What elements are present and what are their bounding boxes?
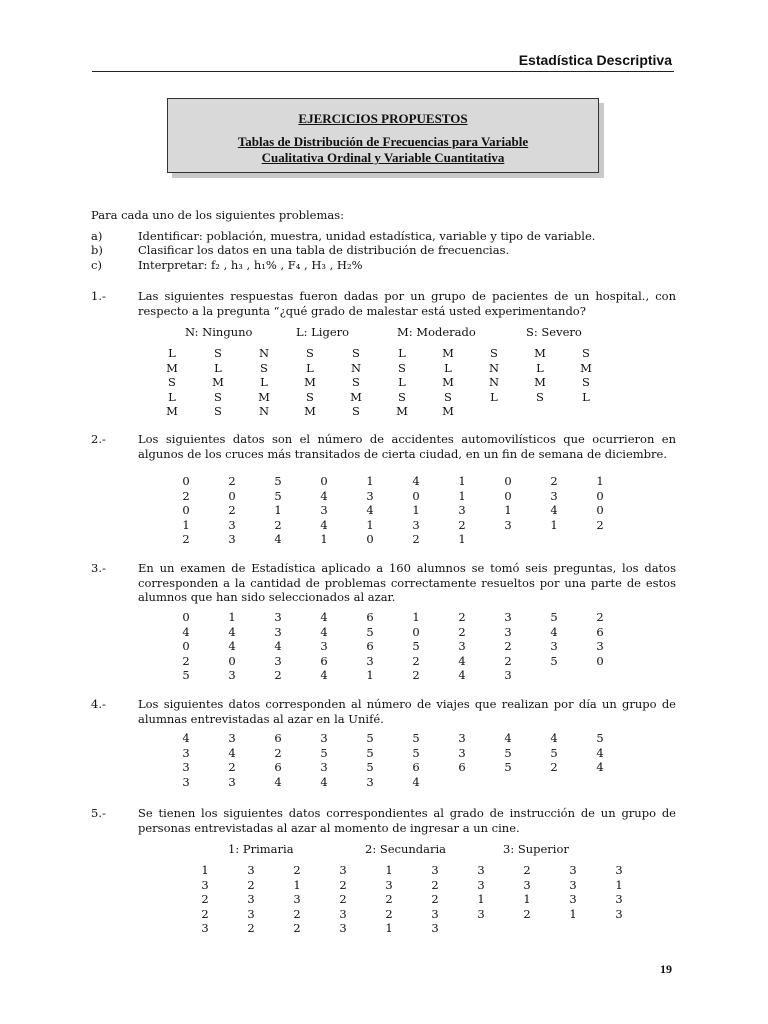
data-cell: 5 [320, 745, 328, 760]
data-cell: 5 [366, 760, 374, 774]
data-cell: 3 [504, 624, 512, 639]
data-cell: L [260, 375, 268, 389]
data-cell [577, 532, 623, 547]
intro-item-c-label: c) [91, 258, 102, 272]
data-cell: 3 [569, 863, 577, 877]
data-cell: 0 [504, 474, 512, 488]
data-cell: 3 [477, 863, 485, 877]
data-cell: 5 [596, 731, 604, 745]
data-cell: S [306, 346, 314, 360]
data-cell: 4 [320, 668, 328, 682]
data-cell: S [490, 346, 498, 360]
data-cell: L [582, 389, 590, 404]
data-cell: 2 [523, 906, 531, 921]
data-cell: 4 [182, 624, 190, 639]
data-cell: 5 [412, 745, 420, 760]
data-cell: 2 [596, 517, 604, 532]
problem-1-legend-l: L: Ligero [296, 325, 350, 339]
data-cell: 1 [293, 877, 301, 892]
data-cell: 2 [274, 517, 282, 532]
data-cell: S [214, 346, 222, 360]
data-cell: L [398, 346, 406, 360]
data-cell: 3 [458, 503, 466, 517]
data-cell: 1 [458, 474, 466, 488]
data-cell: 2 [339, 877, 347, 892]
data-cell: 0 [182, 639, 190, 653]
data-cell: 4 [366, 503, 374, 517]
data-cell: 1 [320, 532, 328, 546]
data-cell: 3 [247, 906, 255, 921]
data-cell [550, 921, 596, 936]
data-cell: 2 [247, 877, 255, 892]
data-cell: M [166, 360, 178, 375]
data-cell: 3 [320, 503, 328, 517]
data-cell: 3 [504, 610, 512, 624]
header-title: Estadística Descriptiva [518, 52, 672, 68]
data-cell: 2 [412, 653, 420, 668]
data-cell: 2 [504, 653, 512, 668]
data-cell: 3 [320, 639, 328, 653]
data-cell: 3 [615, 892, 623, 906]
data-cell [531, 532, 577, 547]
data-cell: 4 [274, 639, 282, 653]
data-cell: 6 [366, 610, 374, 624]
data-cell: 3 [596, 639, 604, 653]
data-cell: 4 [182, 731, 190, 745]
problem-5-data-table [182, 863, 642, 936]
data-cell: 3 [366, 774, 374, 789]
box-subtitle-line1: Tablas de Distribución de Frecuencias para Variable [237, 134, 529, 149]
data-cell: 3 [228, 668, 236, 682]
data-cell [439, 775, 485, 790]
data-cell: M [304, 375, 316, 389]
title-box [167, 98, 599, 173]
data-cell: 3 [182, 745, 190, 760]
data-cell [458, 921, 504, 936]
problem-1-data-table [149, 346, 609, 419]
data-cell: 4 [596, 760, 604, 774]
intro-item-a-text: Identificar: población, muestra, unidad estadística, variable y tipo de variable. [138, 229, 596, 243]
data-cell: 1 [201, 863, 209, 877]
data-cell: 3 [228, 517, 236, 532]
data-cell: 3 [477, 906, 485, 921]
data-cell: N [488, 360, 500, 375]
data-cell: 3 [182, 760, 190, 774]
data-cell: 1 [615, 877, 623, 892]
data-cell: 1 [366, 668, 374, 682]
intro-item-c-text: Interpretar: f₂ , h₃ , h₁% , F₄ , H₃ , H₂% [138, 258, 363, 272]
data-cell [504, 921, 550, 936]
data-cell: 5 [182, 668, 190, 682]
data-cell: 5 [550, 653, 558, 668]
data-cell: 5 [550, 610, 558, 624]
data-cell: S [536, 389, 544, 404]
data-cell: 3 [201, 877, 209, 892]
data-cell: L [536, 360, 544, 375]
problem-3-number: 3.- [91, 561, 106, 575]
data-cell: M [304, 404, 316, 418]
data-cell: N [488, 375, 500, 389]
data-cell: 4 [550, 503, 558, 517]
intro-item-b-label: b) [91, 243, 103, 257]
data-cell: 1 [458, 488, 466, 503]
data-cell: 2 [431, 892, 439, 906]
data-cell: 3 [339, 921, 347, 935]
data-cell: 0 [182, 610, 190, 624]
data-cell: 3 [615, 863, 623, 877]
problem-5-legend-1: 1: Primaria [228, 842, 294, 856]
data-cell [531, 668, 577, 683]
data-cell: 1 [228, 610, 236, 624]
data-cell [596, 921, 642, 936]
data-cell: 2 [458, 610, 466, 624]
data-cell: 1 [182, 517, 190, 532]
data-cell: 1 [412, 503, 420, 517]
data-cell: 3 [201, 921, 209, 935]
data-cell: M [580, 360, 592, 375]
problem-1-legend-m: M: Moderado [397, 325, 476, 339]
problem-4-text: Los siguientes datos corresponden al número de viajes que realizan por día un grupo de alumnas entrevistadas al azar en la Unifé. [138, 697, 676, 726]
data-cell: 2 [412, 668, 420, 682]
problem-4-data-table [163, 731, 623, 789]
data-cell: 3 [412, 517, 420, 532]
data-cell: 2 [504, 639, 512, 653]
data-cell: M [166, 404, 178, 418]
data-cell: 6 [596, 624, 604, 639]
data-cell: 3 [274, 610, 282, 624]
data-cell: 3 [431, 863, 439, 877]
data-cell: L [398, 375, 406, 389]
data-cell: 5 [366, 731, 374, 745]
data-cell: 3 [228, 731, 236, 745]
intro-item-a-label: a) [91, 229, 103, 243]
data-cell: 2 [339, 892, 347, 906]
data-cell: 1 [385, 863, 393, 877]
problem-4-number: 4.- [91, 697, 106, 711]
data-cell: M [212, 375, 224, 389]
data-cell: S [352, 375, 360, 389]
data-cell: 5 [366, 745, 374, 760]
problem-5-text: Se tienen los siguientes datos correspondientes al grado de instrucción de un grupo de personas entrevistadas al azar al momento de ingresar a un cine. [138, 806, 676, 835]
data-cell: 3 [366, 653, 374, 668]
data-cell: 6 [458, 760, 466, 774]
data-cell: 3 [339, 906, 347, 921]
data-cell: 1 [366, 474, 374, 488]
data-cell: 4 [550, 624, 558, 639]
problem-3-data-table [163, 610, 623, 683]
data-cell: 2 [247, 921, 255, 935]
data-cell: M [396, 404, 408, 418]
data-cell: M [534, 375, 546, 389]
data-cell [577, 775, 623, 790]
data-cell: 4 [504, 731, 512, 745]
data-cell: 3 [523, 877, 531, 892]
data-cell: L [306, 360, 314, 375]
data-cell: 4 [458, 668, 466, 682]
data-cell: 4 [320, 624, 328, 639]
data-cell: 4 [412, 774, 420, 789]
data-cell: L [444, 360, 452, 375]
data-cell: 1 [523, 892, 531, 906]
data-cell: M [442, 346, 454, 360]
data-cell: L [214, 360, 222, 375]
data-cell: 0 [182, 503, 190, 517]
data-cell: 2 [274, 668, 282, 682]
data-cell: 3 [339, 863, 347, 877]
problem-1-legend-s: S: Severo [526, 325, 582, 339]
data-cell: 3 [247, 863, 255, 877]
page-number: 19 [660, 962, 672, 976]
data-cell: N [258, 404, 270, 418]
data-cell: 6 [274, 731, 282, 745]
data-cell: 3 [320, 760, 328, 774]
data-cell: 3 [458, 731, 466, 745]
data-cell: 3 [504, 517, 512, 532]
data-cell: N [258, 346, 270, 360]
data-cell: 0 [182, 474, 190, 488]
data-cell: 2 [458, 624, 466, 639]
data-cell: 0 [366, 532, 374, 546]
data-cell: 3 [366, 488, 374, 503]
data-cell: S [582, 375, 590, 389]
data-cell: S [214, 389, 222, 404]
data-cell [485, 775, 531, 790]
data-cell: 3 [182, 774, 190, 789]
header-rule [92, 71, 674, 72]
problem-2-number: 2.- [91, 432, 106, 446]
data-cell: 1 [366, 517, 374, 532]
data-cell: 2 [182, 488, 190, 503]
data-cell: 3 [228, 532, 236, 546]
data-cell [485, 532, 531, 547]
data-cell: 1 [412, 610, 420, 624]
box-subtitle-line2: Cualitativa Ordinal y Variable Cuantitativa [261, 150, 505, 165]
data-cell [517, 404, 563, 419]
data-cell: 3 [615, 906, 623, 921]
data-cell: 4 [320, 774, 328, 789]
data-cell: M [258, 389, 270, 404]
data-cell: 3 [247, 892, 255, 906]
data-cell: 4 [320, 488, 328, 503]
data-cell: 2 [550, 474, 558, 488]
problem-1-text: Las siguientes respuestas fueron dadas por un grupo de pacientes de un hospital., con respecto a la pregunta “¿qué grado de malestar está usted experimentando? [138, 289, 676, 318]
data-cell: M [534, 346, 546, 360]
data-cell [563, 404, 609, 419]
data-cell: 3 [274, 624, 282, 639]
data-cell: 2 [182, 653, 190, 668]
box-subtitle [168, 134, 598, 166]
data-cell: 0 [320, 474, 328, 488]
data-cell: 2 [201, 892, 209, 906]
data-cell: S [214, 404, 222, 418]
data-cell: 3 [293, 892, 301, 906]
data-cell: 4 [320, 610, 328, 624]
problem-1-legend-n: N: Ninguno [185, 325, 253, 339]
data-cell: 1 [477, 892, 485, 906]
problem-5-legend-3: 3: Superior [503, 842, 569, 856]
problem-1-number: 1.- [91, 289, 106, 303]
data-cell: 2 [458, 517, 466, 532]
data-cell: 4 [228, 745, 236, 760]
data-cell: 5 [274, 488, 282, 503]
data-cell: S [582, 346, 590, 360]
data-cell: 1 [385, 921, 393, 935]
data-cell: 2 [274, 745, 282, 760]
intro-text: Para cada uno de los siguientes problemas: [91, 208, 345, 222]
data-cell: 6 [320, 653, 328, 668]
data-cell: S [352, 404, 360, 418]
data-cell: 3 [274, 653, 282, 668]
data-cell: 4 [320, 517, 328, 532]
data-cell: 3 [458, 745, 466, 760]
data-cell: 2 [293, 921, 301, 935]
data-cell: 2 [228, 474, 236, 488]
data-cell: 2 [550, 760, 558, 774]
data-cell: 5 [412, 639, 420, 653]
data-cell: 3 [228, 774, 236, 789]
data-cell: S [444, 389, 452, 404]
data-cell: 0 [412, 488, 420, 503]
data-cell: S [352, 346, 360, 360]
data-cell: 0 [228, 653, 236, 668]
data-cell: 3 [569, 877, 577, 892]
problem-3-text: En un examen de Estadística aplicado a 160 alumnos se tomó seis preguntas, los datos corresponden a la cantidad de problemas correctamente resueltos por una parte de estos alumnos que han sido seleccionados al azar. [138, 561, 676, 604]
data-cell: 2 [293, 906, 301, 921]
problem-2-text: Los siguientes datos son el número de accidentes automovilísticos que ocurrieron en algunos de los cruces más transitados de cierta ciudad, en un fin de semana de diciembre. [138, 432, 676, 461]
data-cell: 6 [412, 760, 420, 774]
data-cell: 1 [569, 906, 577, 921]
data-cell: 2 [385, 892, 393, 906]
data-cell: 3 [504, 668, 512, 682]
data-cell: 4 [274, 532, 282, 546]
problem-5-number: 5.- [91, 806, 106, 820]
problem-2-data-table [163, 474, 623, 547]
data-cell: S [168, 375, 176, 389]
box-title: EJERCICIOS PROPUESTOS [298, 111, 468, 126]
data-cell: 2 [201, 906, 209, 921]
data-cell: 3 [550, 639, 558, 653]
data-cell: 6 [366, 639, 374, 653]
data-cell: 5 [366, 624, 374, 639]
data-cell: 4 [412, 474, 420, 488]
data-cell: 0 [596, 503, 604, 517]
data-cell: 3 [550, 488, 558, 503]
data-cell: 2 [596, 610, 604, 624]
data-cell [531, 775, 577, 790]
data-cell: N [350, 360, 362, 375]
data-cell: 5 [504, 760, 512, 774]
data-cell: S [398, 360, 406, 375]
data-cell: 5 [504, 745, 512, 760]
intro-item-b-text: Clasificar los datos en una tabla de distribución de frecuencias. [138, 243, 510, 257]
data-cell: 2 [228, 503, 236, 517]
data-cell: 2 [385, 906, 393, 921]
data-cell: 4 [274, 774, 282, 789]
data-cell: 2 [228, 760, 236, 774]
data-cell: 3 [569, 892, 577, 906]
data-cell: L [490, 389, 498, 404]
data-cell: S [260, 360, 268, 375]
data-cell: 6 [274, 760, 282, 774]
data-cell: 0 [596, 488, 604, 503]
data-cell: 2 [182, 532, 190, 546]
data-cell: 0 [596, 653, 604, 668]
data-cell: 4 [596, 745, 604, 760]
data-cell: 4 [550, 731, 558, 745]
data-cell: 1 [458, 532, 466, 546]
data-cell: S [398, 389, 406, 404]
data-cell: M [442, 375, 454, 389]
data-cell: 3 [320, 731, 328, 745]
data-cell: 5 [412, 731, 420, 745]
data-cell: 3 [385, 877, 393, 892]
data-cell: L [168, 346, 176, 360]
data-cell: 5 [274, 474, 282, 488]
data-cell: L [168, 389, 176, 404]
data-cell: 1 [550, 517, 558, 532]
data-cell: 0 [412, 624, 420, 639]
data-cell: S [306, 389, 314, 404]
data-cell: 1 [274, 503, 282, 517]
data-cell: 3 [431, 906, 439, 921]
data-cell: 3 [477, 877, 485, 892]
data-cell: 0 [504, 488, 512, 503]
data-cell: M [442, 404, 454, 418]
data-cell [471, 404, 517, 419]
data-cell: 3 [431, 921, 439, 935]
data-cell: 4 [228, 624, 236, 639]
data-cell: 0 [228, 488, 236, 503]
data-cell: 4 [458, 653, 466, 668]
data-cell: M [350, 389, 362, 404]
data-cell: 4 [228, 639, 236, 653]
data-cell: 2 [412, 532, 420, 546]
data-cell: 2 [293, 863, 301, 877]
data-cell: 1 [504, 503, 512, 517]
problem-5-legend-2: 2: Secundaria [365, 842, 447, 856]
data-cell: 5 [550, 745, 558, 760]
data-cell: 1 [596, 474, 604, 488]
data-cell: 2 [431, 877, 439, 892]
data-cell: 2 [523, 863, 531, 877]
data-cell: 3 [458, 639, 466, 653]
data-cell [577, 668, 623, 683]
